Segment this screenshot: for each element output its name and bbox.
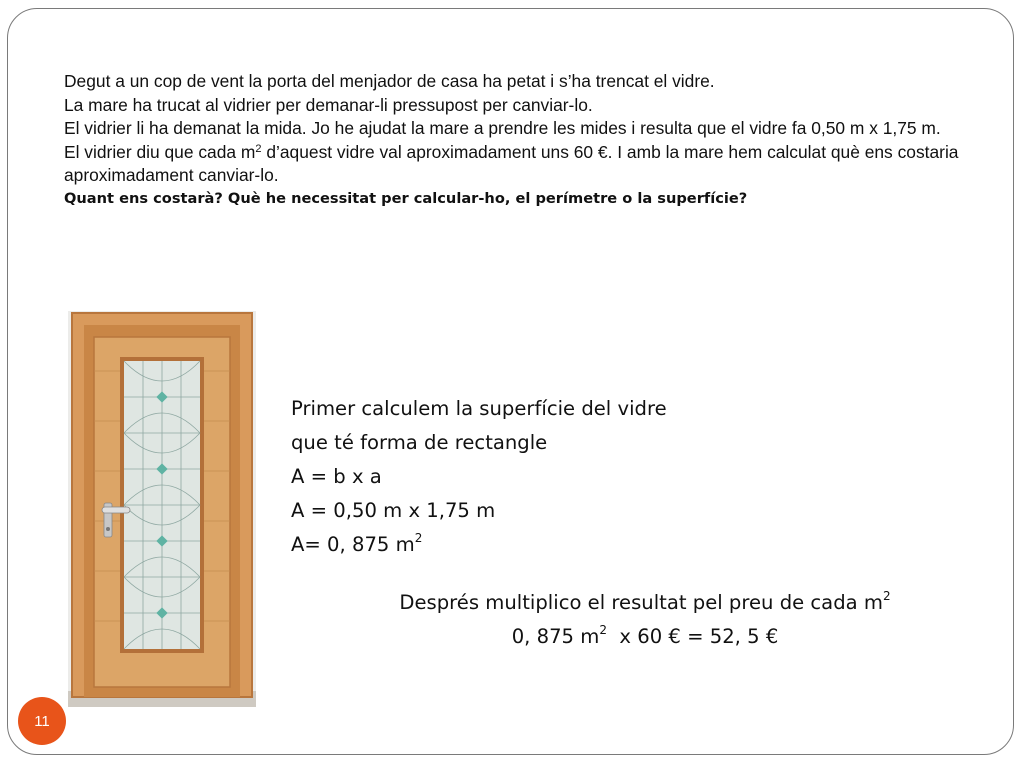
area-substitution: A = 0,50 m x 1,75 m bbox=[291, 499, 496, 522]
superscript-2: 2 bbox=[882, 589, 891, 603]
area-result-value: A= 0, 875 m bbox=[291, 533, 415, 556]
problem-question: Quant ens costarà? Què he necessitat per calcular-ho, el perímetre o la superfície? bbox=[64, 189, 748, 207]
problem-line-4 bbox=[64, 141, 974, 188]
problem-line-3: El vidrier li ha demanat la mida. Jo he ajudat la mare a prendre les mides i resulta que el vidre fa 0,50 m x 1,75 m. bbox=[64, 118, 941, 139]
cost-sentence bbox=[300, 586, 990, 620]
cost-equation-start: 0, 875 m bbox=[511, 625, 600, 648]
problem-line-4-start: El vidrier diu que cada m bbox=[64, 141, 256, 162]
problem-line-4-end: d’aquest vidre val aproximadament uns 60 €. I amb la mare hem calculat què ens costaria aproximadament canviar-lo. bbox=[64, 141, 959, 186]
superscript-2: 2 bbox=[414, 531, 423, 545]
area-result bbox=[291, 528, 667, 562]
superscript-2: 2 bbox=[599, 623, 607, 637]
problem-line-2: La mare ha trucat al vidrier per demanar-li pressupost per canviar-lo. bbox=[64, 94, 593, 115]
page-number-badge bbox=[18, 697, 66, 745]
cost-calculation bbox=[300, 586, 990, 654]
page-number: 11 bbox=[34, 712, 50, 730]
problem-line-1: Degut a un cop de vent la porta del menjador de casa ha petat i s’ha trencat el vidre. bbox=[64, 71, 715, 91]
superscript-2: 2 bbox=[255, 142, 262, 155]
cost-equation-end: x 60 € = 52, 5 € bbox=[606, 625, 779, 648]
area-formula: A = b x a bbox=[291, 465, 382, 488]
door-photo bbox=[68, 311, 256, 707]
problem-statement bbox=[64, 70, 974, 210]
calc-intro-line-1: Primer calculem la superfície del vidre bbox=[291, 397, 667, 420]
cost-equation bbox=[300, 620, 990, 654]
area-calculation bbox=[291, 392, 667, 562]
cost-sentence-text: Després multiplico el resultat pel preu de cada m bbox=[399, 591, 883, 614]
calc-intro-line-2: que té forma de rectangle bbox=[291, 431, 548, 454]
